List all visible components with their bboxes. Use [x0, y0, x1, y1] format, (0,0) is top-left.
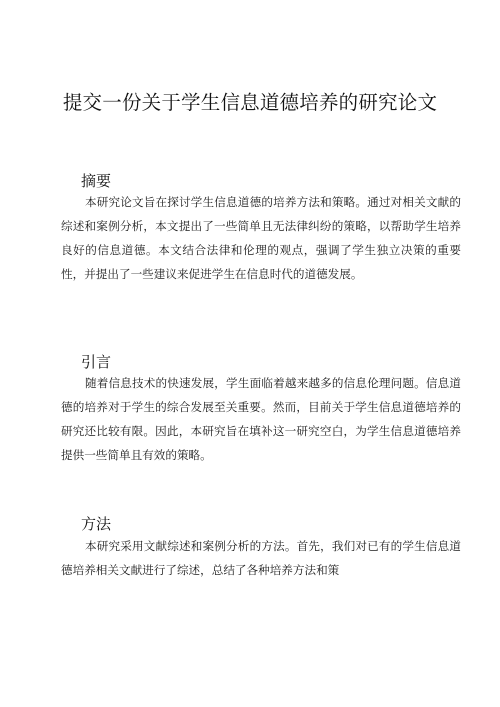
document-title: 提交一份关于学生信息道德培养的研究论文	[62, 91, 438, 114]
section-body-abstract: 本研究论文旨在探讨学生信息道德的培养方法和策略。通过对相关文献的综述和案例分析，本文提出了一些简单且无法律纠纷的策略，以帮助学生培养良好的信息道德。本文结合法律和伦理的观点，强调了学生独立决策的重要性，并提出了一些建议来促进学生在信息时代的道德发展。	[61, 195, 461, 281]
section-body-method: 本研究采用文献综述和案例分析的方法。首先，我们对已有的学生信息道德培养相关文献进行了综述，总结了各种培养方法和策	[61, 539, 461, 577]
section-heading-abstract: 摘要	[81, 172, 112, 190]
section-body-introduction: 随着信息技术的快速发展，学生面临着越来越多的信息伦理问题。信息道德的培养对于学生的综合发展至关重要。然而，目前关于学生信息道德培养的研究还比较有限。因此，本研究旨在填补这一研究空白，为学生信息道德培养提供一些简单且有效的策略。	[61, 376, 461, 462]
section-heading-introduction: 引言	[81, 353, 112, 371]
section-heading-method: 方法	[81, 515, 112, 533]
